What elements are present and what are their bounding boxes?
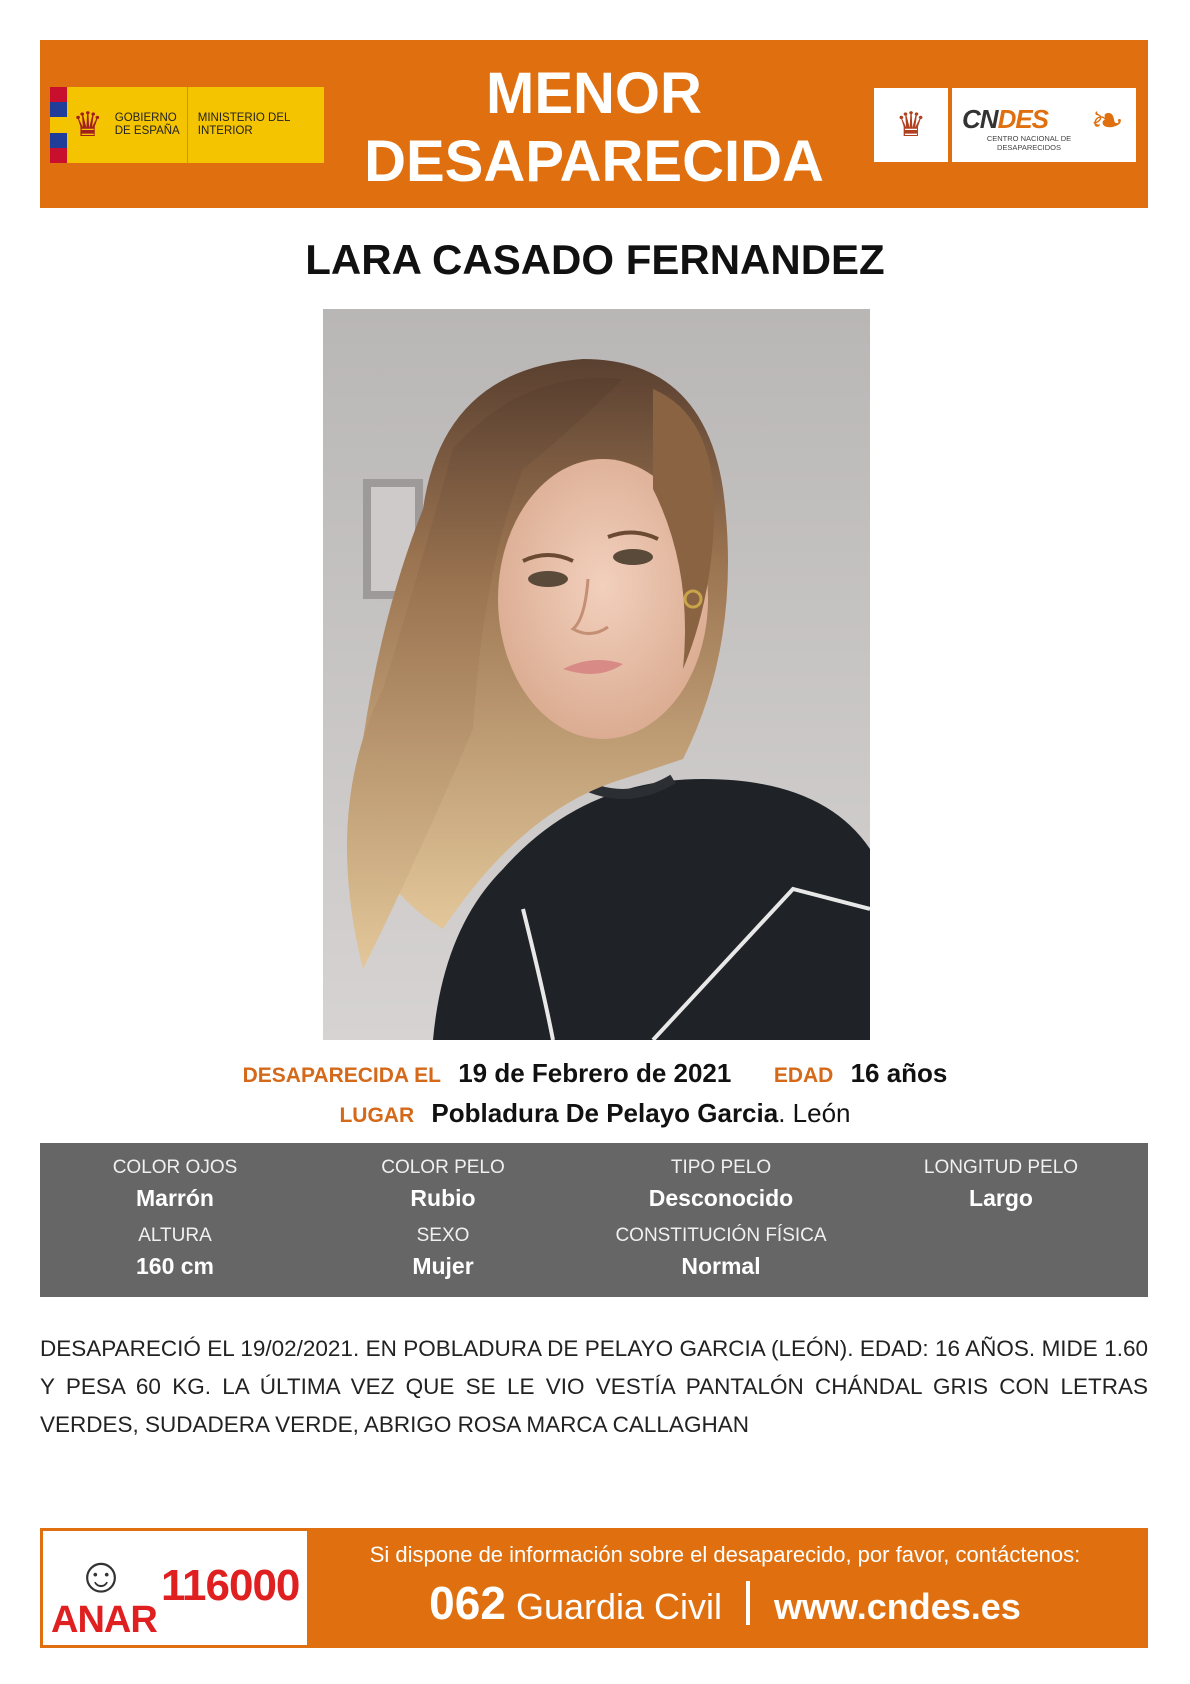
detail-value: 160 cm bbox=[135, 1253, 214, 1279]
phone-entity: Guardia Civil bbox=[515, 1586, 723, 1627]
header-banner bbox=[40, 40, 1148, 208]
gov-logo-text: GOBIERNO DE ESPAÑA bbox=[114, 112, 180, 137]
cndes-brand: CNDES bbox=[962, 104, 1049, 134]
cndes-logo bbox=[874, 88, 1136, 162]
detail-hair-length bbox=[866, 1157, 1136, 1212]
detail-label: CONSTITUCIÓN FÍSICA bbox=[615, 1225, 827, 1246]
detail-label: TIPO PELO bbox=[670, 1157, 772, 1178]
place-label: LUGAR bbox=[339, 1104, 415, 1127]
place-region: . León bbox=[778, 1098, 851, 1128]
detail-label: SEXO bbox=[416, 1225, 470, 1246]
detail-label: LONGITUD PELO bbox=[923, 1157, 1079, 1178]
contact-prompt: Si dispone de información sobre el desaparecido, por favor, contáctenos: bbox=[369, 1542, 1081, 1567]
anar-logo bbox=[43, 1531, 307, 1645]
detail-label: ALTURA bbox=[138, 1225, 212, 1246]
missing-date-age-row bbox=[0, 1058, 1190, 1089]
anar-phone-number[interactable]: 116000 bbox=[161, 1561, 300, 1610]
detail-hair-color bbox=[308, 1157, 578, 1212]
detail-label: COLOR PELO bbox=[381, 1157, 505, 1178]
crown-shield-icon: ♛ bbox=[874, 88, 948, 162]
title-line-2: DESAPARECIDA bbox=[364, 129, 824, 194]
detail-value: Rubio bbox=[410, 1185, 476, 1211]
website-link[interactable]: www.cndes.es bbox=[774, 1586, 1021, 1627]
contact-line bbox=[330, 1576, 1120, 1630]
contact-footer bbox=[40, 1528, 1148, 1648]
phone-number[interactable]: 062 bbox=[429, 1577, 506, 1629]
anar-name: ANAR bbox=[51, 1599, 157, 1641]
cndes-subtitle: CENTRO NACIONAL DE DESAPARECIDOS bbox=[986, 134, 1072, 152]
detail-value: Mujer bbox=[412, 1253, 474, 1279]
person-name: LARA CASADO FERNANDEZ bbox=[305, 236, 885, 283]
detail-hair-type bbox=[586, 1157, 856, 1212]
age-value: 16 años bbox=[850, 1058, 948, 1088]
description-text: DESAPARECIÓ EL 19/02/2021. EN POBLADURA DE PELAYO GARCIA (LEÓN). EDAD: 16 AÑOS. MIDE 1.60 Y PESA 60 KG. LA ÚLTIMA VEZ QUE SE LE VIO VESTÍA PANTALÓN CHÁNDAL GRIS CON LETRAS VERDES, SUDADERA VERDE, ABRIGO ROSA MARCA CALLAGHAN bbox=[40, 1336, 1148, 1437]
missing-date-label: DESAPARECIDA EL bbox=[242, 1064, 441, 1087]
coat-of-arms-icon: ♛ bbox=[72, 106, 103, 144]
place-row bbox=[0, 1098, 1190, 1129]
place-value: Pobladura De Pelayo Garcia bbox=[431, 1098, 779, 1128]
detail-value: Normal bbox=[681, 1253, 761, 1279]
physical-details-panel bbox=[40, 1143, 1148, 1297]
child-face-icon: ☺ bbox=[75, 1547, 127, 1603]
contact-divider bbox=[746, 1581, 750, 1625]
detail-value: Marrón bbox=[136, 1185, 214, 1211]
ministry-text: MINISTERIO DEL INTERIOR bbox=[197, 112, 291, 137]
detail-eye-color bbox=[40, 1157, 310, 1212]
missing-person-photo bbox=[323, 309, 870, 1040]
running-figure-icon: ❧ bbox=[1090, 99, 1124, 143]
title-line-1: MENOR bbox=[486, 61, 702, 126]
detail-label: COLOR OJOS bbox=[112, 1157, 238, 1178]
detail-sex bbox=[308, 1225, 578, 1280]
detail-value: Largo bbox=[969, 1185, 1033, 1211]
detail-value: Desconocido bbox=[648, 1185, 794, 1211]
age-label: EDAD bbox=[773, 1064, 834, 1087]
detail-build bbox=[586, 1225, 856, 1280]
missing-date-value: 19 de Febrero de 2021 bbox=[458, 1058, 732, 1088]
detail-height bbox=[40, 1225, 310, 1280]
cndes-logo-box bbox=[952, 88, 1136, 162]
